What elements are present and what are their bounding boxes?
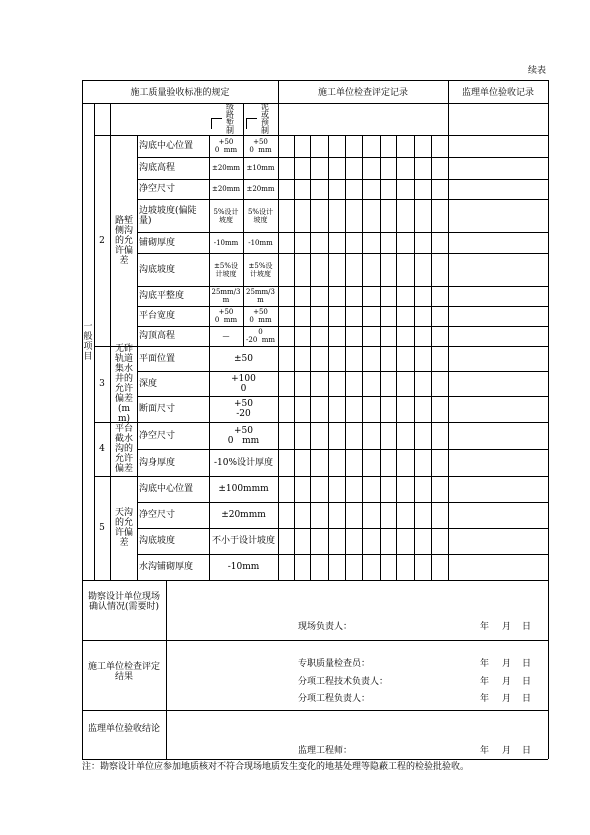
sub-header-1: 级路堑制 bbox=[226, 103, 234, 135]
num-col-line bbox=[110, 103, 111, 580]
quality-inspector-label: 专职质量检查员： bbox=[298, 659, 371, 669]
item-name: 沟顶高程 bbox=[139, 331, 176, 341]
date-year-label: 年 bbox=[480, 659, 490, 669]
general-col-line bbox=[94, 103, 95, 580]
supervision-record-header: 监理单位验收记录 bbox=[461, 88, 534, 98]
check-col-line bbox=[414, 135, 415, 580]
check-col-line bbox=[431, 135, 432, 580]
tolerance-value-1: 5%设计 坡度 bbox=[213, 207, 239, 224]
project-lead-label: 分项工程负责人： bbox=[298, 694, 371, 704]
date-month-label: 月 bbox=[502, 622, 512, 632]
row-line bbox=[137, 326, 548, 327]
check-col-line bbox=[310, 135, 311, 580]
table-bottom-border bbox=[82, 759, 548, 760]
check-col-line bbox=[396, 135, 397, 580]
tolerance-value: ±100mmm bbox=[218, 484, 269, 494]
checkbox-icon[interactable] bbox=[246, 118, 257, 129]
row-line bbox=[137, 253, 548, 254]
continued-label: 续表 bbox=[528, 66, 547, 76]
site-person-label: 现场负责人： bbox=[298, 622, 353, 632]
group-number: 4 bbox=[99, 444, 105, 454]
date-day-label: 日 bbox=[522, 677, 532, 687]
date-day-label: 日 bbox=[522, 659, 532, 669]
item-name: 沟底平整度 bbox=[139, 291, 185, 301]
item-name: 铺砌厚度 bbox=[139, 237, 176, 248]
item-name: 净空尺寸 bbox=[139, 430, 176, 441]
tolerance-value: -10%设计厚度 bbox=[213, 457, 274, 468]
date-day-label: 日 bbox=[522, 746, 532, 756]
tolerance-value-1: +50 0 mm bbox=[214, 308, 238, 324]
tolerance-value-1: +50 0 mm bbox=[214, 138, 238, 154]
group-label: 路堑侧沟的允许偏差 bbox=[114, 215, 133, 266]
supervisor-label: 监理工程师： bbox=[298, 746, 353, 756]
tolerance-value: ±50 bbox=[234, 353, 253, 364]
supervision-col-line bbox=[448, 80, 449, 580]
check-col-line bbox=[362, 135, 363, 580]
row-line bbox=[137, 371, 548, 372]
tolerance-value: +100 0 bbox=[231, 373, 256, 394]
sub-header-2: 泥或预制 bbox=[261, 103, 269, 135]
group-label: 平台截水沟的允许偏差 bbox=[114, 424, 133, 474]
value-col-line bbox=[278, 103, 279, 580]
tolerance-value: 不小于设计坡度 bbox=[211, 536, 275, 546]
section-line bbox=[82, 710, 548, 711]
item-name: 平台宽度 bbox=[139, 311, 176, 321]
survey-section-title: 勘察设计单位现场确认情况(需要时) bbox=[88, 592, 161, 612]
item-name: 净空尺寸 bbox=[139, 510, 176, 520]
item-name: 沟底坡度 bbox=[139, 536, 176, 546]
check-col-line bbox=[328, 135, 329, 580]
standard-header: 施工质量验收标准的规定 bbox=[130, 88, 230, 98]
date-year-label: 年 bbox=[480, 622, 490, 632]
tolerance-value-2: -10mm bbox=[248, 238, 273, 247]
tech-lead-label: 分项工程技术负责人： bbox=[298, 677, 389, 687]
row-line bbox=[137, 396, 548, 397]
row-line bbox=[137, 528, 548, 529]
subheader-bottom-line bbox=[94, 135, 548, 136]
row-line bbox=[137, 232, 548, 233]
tolerance-value: +50 0 mm bbox=[227, 425, 260, 446]
group-number: 5 bbox=[99, 523, 105, 533]
date-month-label: 月 bbox=[502, 746, 512, 756]
group-line bbox=[94, 346, 548, 347]
tolerance-value-2: ±20mm bbox=[246, 185, 275, 193]
row-line bbox=[137, 306, 548, 307]
item-name: 沟底高程 bbox=[139, 163, 176, 173]
section-line bbox=[82, 640, 548, 641]
tolerance-value-2: 25mm/3 m bbox=[246, 288, 275, 304]
item-name: 边坡坡度(偏陡量) bbox=[139, 205, 197, 226]
row-line bbox=[137, 554, 548, 555]
row-line bbox=[137, 157, 548, 158]
item-name: 断面尺寸 bbox=[139, 404, 176, 414]
construction-section-title: 施工单位检查评定结果 bbox=[88, 662, 161, 682]
check-col-line bbox=[345, 135, 346, 580]
tolerance-value-2: ±10mm bbox=[246, 164, 275, 172]
tolerance-value-1: 25mm/3 m bbox=[211, 288, 241, 304]
item-name: 沟底坡度 bbox=[139, 264, 176, 275]
checkbox-icon[interactable] bbox=[211, 118, 222, 129]
item-name: 深度 bbox=[139, 378, 158, 389]
table-right-border bbox=[548, 80, 549, 759]
tolerance-value-1: — bbox=[222, 332, 230, 340]
body-bottom-line bbox=[82, 580, 548, 581]
footnote: 注：勘察设计单位应参加地质核对不符合现场地质发生变化的地基处理等隐蔽工程的检验批验收。 bbox=[82, 762, 470, 772]
tolerance-value-1: ±20mm bbox=[211, 185, 241, 193]
item-name: 沟底中心位置 bbox=[139, 141, 194, 151]
tolerance-value-1: ±20mm bbox=[211, 164, 241, 172]
item-name: 平面位置 bbox=[139, 353, 176, 364]
construction-record-header: 施工单位检查评定记录 bbox=[317, 88, 408, 98]
row-line bbox=[137, 502, 548, 503]
tolerance-value: ±20mmm bbox=[221, 510, 266, 520]
check-col-line bbox=[380, 135, 381, 580]
date-day-label: 日 bbox=[522, 622, 532, 632]
group-line bbox=[94, 422, 548, 423]
date-year-label: 年 bbox=[480, 746, 490, 756]
group-number: 2 bbox=[99, 235, 105, 246]
date-month-label: 月 bbox=[502, 677, 512, 687]
date-month-label: 月 bbox=[502, 659, 512, 669]
row-line bbox=[137, 286, 548, 287]
check-col-line bbox=[294, 135, 295, 580]
date-year-label: 年 bbox=[480, 694, 490, 704]
tolerance-value-2: +50 0 mm bbox=[249, 138, 272, 154]
table-top-border bbox=[82, 80, 548, 81]
item-name: 水沟铺砌厚度 bbox=[139, 562, 194, 572]
tolerance-value-1: ±5%设 计坡度 bbox=[214, 261, 238, 278]
tolerance-value-1: -10mm bbox=[213, 238, 239, 247]
date-year-label: 年 bbox=[480, 677, 490, 687]
row-line bbox=[137, 179, 548, 180]
tolerance-value-2: ±5%设 计坡度 bbox=[248, 261, 273, 278]
date-month-label: 月 bbox=[502, 694, 512, 704]
tolerance-value: +50 -20 bbox=[234, 399, 253, 419]
row-line bbox=[137, 199, 548, 200]
label-col-line bbox=[137, 135, 138, 580]
row-line bbox=[137, 449, 548, 450]
general-items-label: 一般项目 bbox=[83, 322, 93, 362]
header-bottom-line bbox=[82, 103, 548, 104]
item-name: 沟身厚度 bbox=[139, 457, 176, 468]
tolerance-value: -10mm bbox=[227, 562, 260, 572]
section-col-line bbox=[166, 580, 167, 759]
tolerance-value-2: 0 -20 mm bbox=[246, 328, 275, 344]
item-name: 净空尺寸 bbox=[139, 184, 176, 194]
tolerance-value-2: +50 0 mm bbox=[249, 308, 272, 324]
item-name: 沟底中心位置 bbox=[139, 484, 194, 494]
table-left-border bbox=[82, 80, 83, 759]
group-number: 3 bbox=[99, 379, 105, 389]
tolerance-value-2: 5%设计 坡度 bbox=[247, 207, 274, 224]
group-line bbox=[94, 476, 548, 477]
group-label: 无砟轨道集水井的允许偏差(mm) bbox=[114, 344, 133, 424]
group-label: 天沟的允许偏差 bbox=[114, 508, 133, 548]
supervision-section-title: 监理单位验收结论 bbox=[88, 724, 161, 734]
date-day-label: 日 bbox=[522, 694, 532, 704]
